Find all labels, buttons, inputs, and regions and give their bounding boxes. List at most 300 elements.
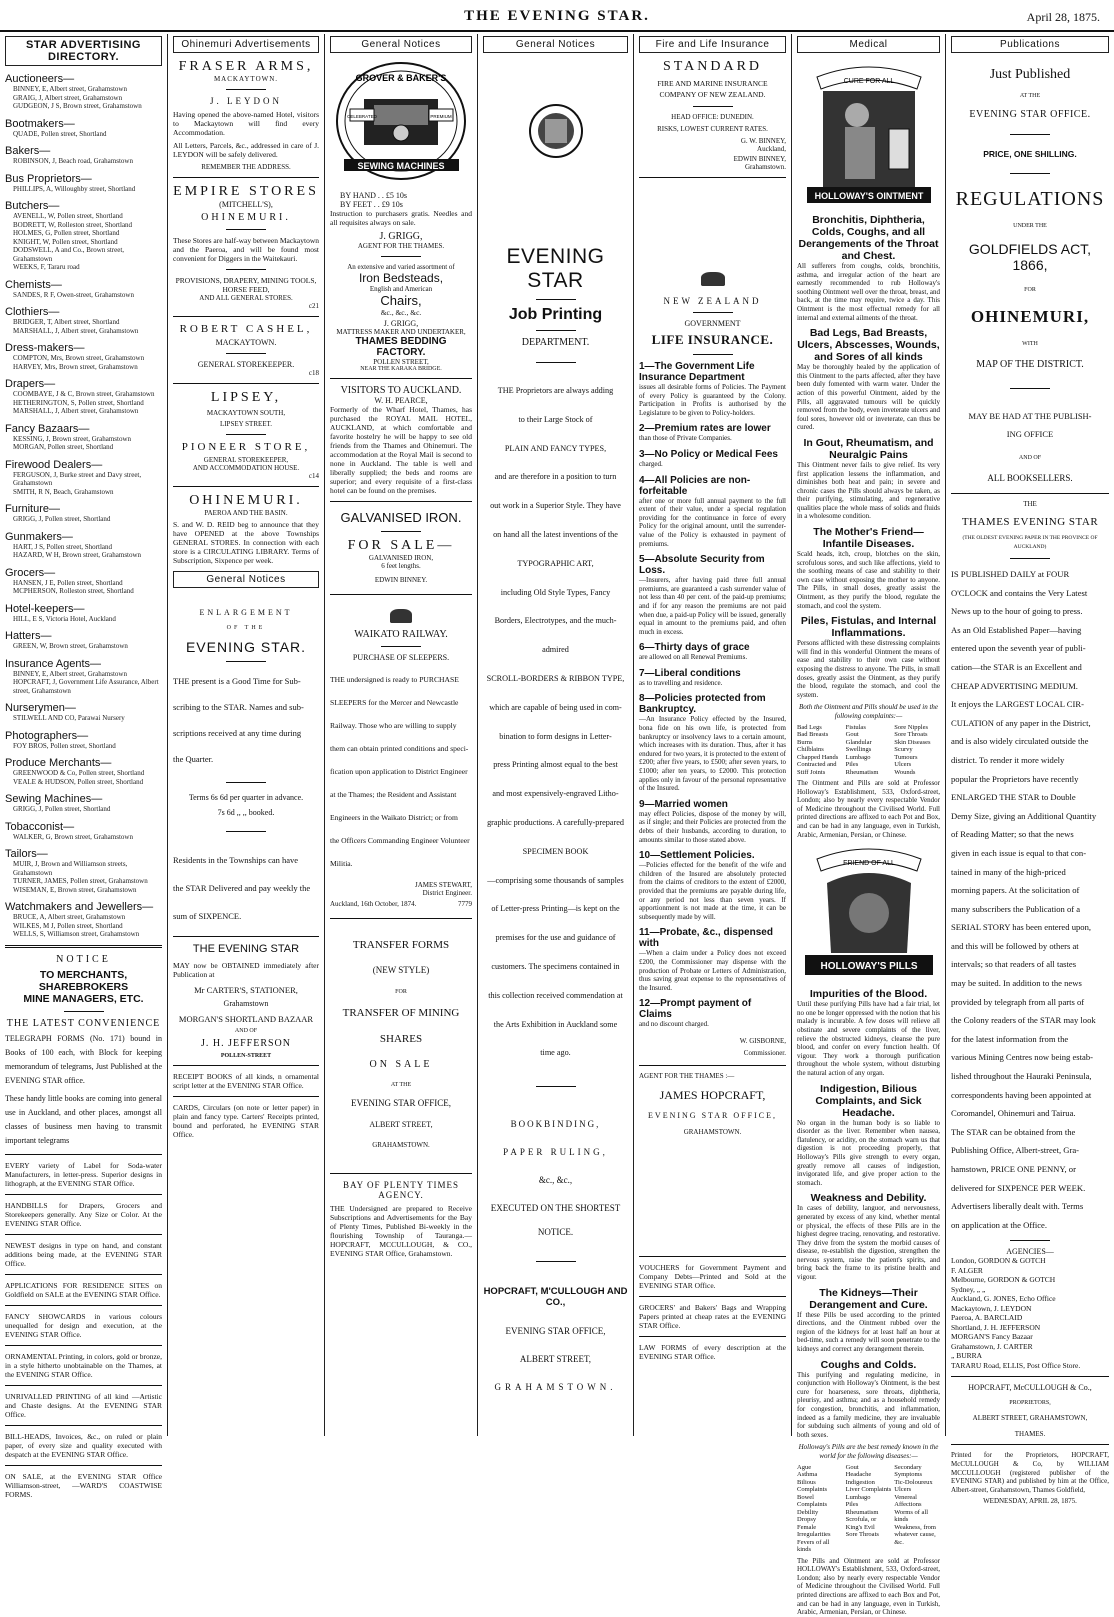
table-cell: Bad Legs [797, 723, 822, 731]
table-cell: Scrofula, or King's Evil [845, 1516, 877, 1531]
bay-of-plenty-body: THE Undersigned are prepared to Receive Subscriptions and Advertisements for the Bay of Plenty Times, Published Bi-weekly in the flourishing Township of Tauranga.— HOPCRAFT, MCCULLOUGH, & CO., EVENING STAR Office, Grahamstown. [330, 1204, 472, 1258]
directory-category: Bakers— [5, 145, 51, 157]
clause-body: charged. [639, 459, 663, 468]
directory-category: Sewing Machines— [5, 793, 103, 805]
carter: Mr CARTER'S, STATIONER, [194, 985, 298, 995]
price-by-feet: BY FEET . . £9 10s [340, 200, 403, 209]
for: FOR [1024, 287, 1036, 293]
text-line: morning papers. At the solicitation of [951, 885, 1080, 896]
sold-note-2: The Pills and Ointment are sold at Professor HOLLOWAY's Establishment, 533, Oxford-street, London; also by nearly every respectable Vendor of Medicine throughout the Civilised World. Full printed directions are affixed to each Box and Pot, and can be had in any language, even in Turkish, Arabic, Armenian, Persian, or Chinese. [797, 1556, 940, 1617]
best-note: Holloway's Pills are the best remedy known in the world for the following diseases:— [798, 1443, 939, 1460]
head-office: HEAD OFFICE: DUNEDIN. [671, 113, 754, 121]
text-line: IS PUBLISHED DAILY at FOUR [951, 569, 1070, 579]
clause-body: as to travelling and residence. [639, 678, 723, 687]
may-lines [951, 407, 1109, 443]
hopcraft: HOPCRAFT, McCULLOUGH & Co., [968, 1383, 1092, 1393]
medical-sections-2 [797, 988, 940, 1439]
directory-category: Gunmakers— [5, 530, 73, 543]
residents-lines [173, 846, 319, 930]
goldfields-act: GOLDFIELDS ACT, 1866, [968, 241, 1092, 273]
table-cell: Wounds [894, 768, 916, 776]
text-line: Demy Size, giving an Additional Quantity [951, 810, 1097, 821]
clause-heading: 10—Settlement Policies. [639, 850, 755, 862]
table-cell: Headache [845, 1471, 872, 1479]
divider [5, 1194, 162, 1195]
medical-body: Persons afflicted with these distressing complaints will find in this wonderful Ointment the means of ease and stability to their own case without exposing the distress to anyone. The Pills, in small doses, greatly assist the Ointment, as they purify the blood, regulate the stomach, and cool the system. [797, 639, 940, 699]
directory-entry: WELLS, S, Williamson street, Grahamstown [13, 930, 140, 938]
directory-entry: BODRETT, W, Rolleston street, Shortland [13, 220, 133, 229]
directory-entry: HOPCRAFT, J, Government Life Assurance, Albert street, Grahamstown [13, 678, 159, 695]
directory-entry: WALKER, G, Brown street, Grahamstown [13, 832, 133, 841]
text-line: the Colony readers of the STAR may look [951, 1015, 1096, 1026]
insurance-clause [639, 642, 786, 662]
albert-street: ALBERT STREET, [369, 1120, 433, 1129]
divider [5, 1345, 162, 1346]
table-cell: Secondary Symptoms [894, 1463, 923, 1479]
thames: THAMES. [1014, 1430, 1046, 1439]
medical-body: This Ointment never fails to give relief. Its very first application lessens the inflammation, and diminishes both heat and pain; in severe and chronic cases the Pills should always be taken, as their purifying, stimulating, and regenerative qualities place the whole mass of solids and fluids in a wholesome condition. [797, 460, 940, 521]
directory-entry: TURNER, JAMES, Pollen street, Grahamstown [13, 877, 148, 885]
for-sale: FOR SALE— [347, 538, 455, 553]
text-line: PLAIN AND FANCY TYPES, [504, 443, 607, 453]
holloway-ointment-illustration [797, 59, 940, 209]
albert-street: ALBERT STREET, [519, 1354, 592, 1365]
text-line: MAY BE HAD AT THE PUBLISH- [968, 411, 1092, 421]
text-line: Paeroa, A. BARCLAID [951, 1313, 1023, 1323]
text-line: may be suited. In addition to the news [951, 978, 1082, 989]
text-line: press Printing almost equal to the best [493, 760, 618, 770]
complaints-table-2 [797, 1464, 940, 1554]
lipsey-street: LIPSEY STREET. [219, 420, 273, 428]
table-cell: Bowel Complaints [797, 1493, 827, 1509]
text-line: bination to form designs in Letter- [499, 731, 612, 741]
medical-body: In cases of debility, languor, and nervousness, generated by excess of any kind, whether mental or physical, the effects of these Pills are in the highest degree tracing, renovating, and restorative. They drive from the system the morbid causes of disease, re-establish the digestion, strengthen the nervous system, raise the patient's spirits, and bring back the frame to its pristine health and vigour. [797, 1204, 940, 1282]
empire-stores-title: EMPIRE STORES [173, 184, 319, 199]
insurance-clause [639, 423, 786, 443]
terms-1: Terms 6s 6d per quarter in advance. [188, 793, 304, 802]
ohinemuri: OHINEMURI, [970, 307, 1090, 326]
general-notices-header: General Notices [173, 571, 319, 588]
medical-body: This purifying and regulating medicine, in conjunction with Holloway's Ointment, is the best cure for hoarseness, sore throats, diphtheria, pleurisy, and asthma; and as a household remedy for congestion, bronchitis, and inflammation, indeed as a family medicine, they are invaluable for subduing such ailments of young and old of both sexes. [797, 1370, 940, 1439]
grigg-2: J. GRIGG, [383, 319, 419, 328]
medical-heading: Piles, Fistulas, and Internal Inflammations. [800, 615, 937, 640]
medical-body: May be thoroughly healed by the application of this Ointment to the parts affected, after they have been duly fomented with warm water. Under the action of this powerful Ointment, aided by the Pills, all aggravated tumours will be quickly removed from the body, even inveterate ulcers and foul sores, however old or inveterate, can thus be cured. [797, 363, 940, 432]
printed-for: Printed for the Proprietors, HOPCRAFT, McCULLOUGH & Co, by WILLIAM MCCULLOUGH (registered publisher of the EVENING STAR) and published by him at the Office, Albert-street, Grahamstown, Thames Goldfield, [951, 1451, 1109, 1494]
table-cell: Contracted and Stiff Joints [797, 761, 837, 776]
directory-entry: ROBINSON, J, Beach road, Grahamstown [13, 157, 133, 165]
table-cell: Sore Throats [894, 731, 928, 739]
directory-entry: HOLMES, G, Pollen street, Shortland [13, 229, 120, 237]
text-line: Mackaytown, J. LEYDON [951, 1303, 1032, 1313]
clause-body: and no discount charged. [639, 1020, 709, 1029]
directory-category: Watchmakers and Jewellers— [5, 901, 154, 913]
logo-right: PREMIUM [430, 114, 452, 119]
insurance-clause [639, 475, 786, 549]
directory-category: Bootmakers— [5, 117, 75, 130]
medical-heading: Impurities of the Blood. [809, 988, 928, 1001]
table-cell: Rheumatism [845, 1508, 879, 1516]
text-line: graphic productions. A carefully-prepared [487, 817, 624, 827]
etc: &c., &c., [538, 1175, 573, 1186]
column-header: Fire and Life Insurance [639, 36, 786, 53]
pollen-street: POLLEN-STREET [220, 1053, 272, 1059]
small-ad: FANCY SHOWCARDS in various colours unequalled for design and execution, at the EVENING STAR Office. [5, 1311, 162, 1339]
directory-entry: GREENWOOD & Co, Pollen street, Shortland [13, 769, 145, 777]
text-line: F. ALGER [951, 1265, 983, 1275]
cards-ad: CARDS, Circulars (on note or letter paper) in plain and fancy type. Carters' Receipts printed, bound and perforated, he EVENING STAR Office. [173, 1103, 319, 1139]
text-line: and are therefore in a position to turn [494, 472, 617, 482]
text-line: admired [542, 645, 569, 655]
empire-body: These Stores are half-way between Mackaytown and the Paeroa, and will be found most convenient for Diggers in the Waitekauri. [173, 236, 319, 263]
gw-binney: G. W. BINNEY, [740, 137, 786, 145]
directory-entry: HETHERINGTON, S, Pollen street, Shortland [13, 398, 144, 407]
directory-entry: BRUCE, A, Albert street, Grahamstown [13, 913, 126, 921]
text-line: The STAR can be obtained from the [951, 1126, 1076, 1137]
directory-category: Firewood Dealers— [5, 458, 103, 471]
divider [5, 1465, 162, 1466]
empire-goods-2: AND ALL GENERAL STORES. [199, 294, 293, 302]
directory-category: Drapers— [5, 378, 56, 390]
fraser-place: MACKAYTOWN. [213, 75, 279, 83]
insurance-clause [639, 361, 786, 417]
proprietors: PROPRIETORS, [1009, 1400, 1051, 1407]
just-published: Just Published [989, 67, 1071, 82]
directory-category: Tailors— [5, 848, 48, 860]
text-line: THE undersigned is ready to PURCHASE [330, 675, 459, 684]
logo-sub: SEWING MACHINES [357, 161, 445, 171]
present-lines [173, 668, 319, 772]
directory-entry: BINNEY, E, Albert street, Grahamstown [13, 669, 127, 678]
insurance-clause [639, 693, 786, 792]
pills-label: HOLLOWAY'S PILLS [820, 961, 918, 973]
medical-body: Until these purifying Pills have had a fair trial, let no one be longer oppressed with the notion that his malady is incurable. A few doses will relieve all obstinate and severe complaints of the liver, relieve the obstructed kidneys, cleanse the pure blood, and confer on every function health. Of vigour. They work a thorough purification throughout the whole system, without disturbing the natural action of any organ. [797, 1000, 940, 1077]
text-line: Shortland, J. H. JEFFERSON [951, 1322, 1041, 1332]
telegraph-forms: TELEGRAPH FORMS (No. 171) bound in Books of 100 each, with Block for keeping memorandum of telegrams, Just Published at the EVENING STAR office. [5, 1033, 162, 1085]
column-header: Publications [951, 36, 1109, 53]
text-line: of Reading Matter; so that the news [951, 829, 1074, 840]
table-cell: Sore Nipples [894, 723, 929, 731]
divider [5, 1274, 162, 1275]
table-column [797, 1464, 843, 1554]
government: GOVERNMENT [684, 319, 741, 328]
evening-star-enlarge: EVENING STAR. [185, 639, 307, 655]
text-line: and is also widely circulated outside the [951, 736, 1089, 747]
text-line: and most expensively-engraved Litho- [492, 789, 619, 799]
column-ohinemuri-ads [168, 34, 325, 1436]
enlargement: ENLARGEMENT [199, 608, 293, 617]
directory-category: Insurance Agents— [5, 657, 102, 670]
text-line: scriptions received at any time during [173, 728, 302, 738]
directory-category: Hatters— [5, 630, 52, 642]
ohinemuri-title: OHINEMURI. [189, 493, 303, 508]
table-cell: Weakness, from whatever cause, &c. [894, 1523, 936, 1546]
clause-body: may effect Policies, dispose of the money by will, as if single; and their Policies are protected from the debts of their husbands, according to duration, to amounts similar to those stated above. [639, 809, 786, 844]
table-cell: Liver Complaints [845, 1486, 892, 1494]
text-line: popular the Proprietors have recently [951, 773, 1079, 784]
district-engineer: District Engineer. [422, 889, 472, 897]
text-line: the Quarter. [173, 754, 214, 764]
table-cell: Ulcers [894, 761, 912, 769]
table-cell: Ulcers [894, 1486, 912, 1494]
of-the: OF THE [226, 625, 266, 631]
pills-banner: FRIEND OF ALL [843, 860, 895, 868]
text-line: sum of SIXPENCE. [173, 911, 242, 921]
text-line: this collection received commendation at [488, 990, 623, 1000]
small-ad: UNRIVALLED PRINTING of all kind —Artistic and Chaste designs. At the EVENING STAR Office. [5, 1391, 162, 1419]
text-line: entered upon the seventh year of publi- [951, 643, 1086, 654]
vouchers-ad: VOUCHERS for Government Payment and Company Debts—Printed and Sold at the EVENING STAR Office. [639, 1262, 786, 1290]
divider [5, 1154, 162, 1155]
clause-body: —When a claim under a Policy does not exceed £200, the Commissioner may dispense with the production of Probate or Letters of Administration, thus saving great expense to the representatives of the Insured. [639, 949, 786, 992]
text-line: Borders, Electrotypes, and the much- [494, 616, 617, 626]
column-advertising-directory [0, 34, 168, 1499]
divider [5, 1305, 162, 1306]
directory-entry: HANSEN, J E, Pollen street, Shortland [13, 578, 123, 587]
text-line: TYPOGRAPHIC ART, [517, 558, 594, 568]
clause-heading: 9—Married women [639, 798, 728, 810]
fraser-body: Having opened the above-named Hotel, visitors to Mackaytown will find every Accommodation. [173, 110, 319, 137]
eso: EVENING STAR OFFICE, [505, 1326, 606, 1337]
text-line: Melbourne, GORDON & GOTCH [951, 1275, 1056, 1285]
transfer-forms: TRANSFER FORMS [352, 939, 450, 951]
table-cell: Fevers of all kinds [797, 1538, 830, 1554]
price-by-hand: BY HAND . . £5 10s [340, 191, 408, 200]
bookbinding: BOOKBINDING, [510, 1119, 601, 1130]
purchase-sleepers: PURCHASE OF SLEEPERS. [352, 653, 450, 662]
divider [5, 1425, 162, 1426]
directory-category: Grocers— [5, 566, 56, 579]
near-bridge: NEAR THE KARAKA BRIDGE. [360, 366, 442, 372]
medical-sections-1 [797, 214, 940, 699]
and-of: AND OF [1018, 455, 1042, 461]
table-cell: Chapped Hands [797, 753, 839, 761]
text-line: Grahamstown, J. CARTER [951, 1341, 1033, 1351]
text-line: them can obtain printed conditions and speci- [330, 744, 469, 753]
text-line: „ BURRA [951, 1351, 983, 1361]
regulations: REGULATIONS [955, 188, 1105, 210]
column-header: General Notices [330, 36, 472, 53]
directory-entry: HART, J S, Pollen street, Shortland [13, 542, 113, 551]
and-of: AND OF [234, 1028, 258, 1034]
ohinemuri-sub: PAEROA AND THE BASIN. [204, 509, 288, 517]
the: THE [1023, 500, 1037, 508]
life-insurance: LIFE INSURANCE. [651, 332, 774, 347]
map: MAP OF THE DISTRICT. [976, 359, 1084, 370]
bedding-factory: THAMES BEDDING FACTORY. [355, 336, 447, 358]
directory-entry: MARSHALL, J, Albert street, Grahamstown [13, 326, 139, 335]
directory-entry: MARSHALL, J, Albert street, Grahamstown [13, 407, 139, 415]
notice-label: NOTICE [56, 953, 111, 965]
column-header: General Notices [483, 36, 628, 53]
text-line: lished throughout the Hauraki Peninsula, [951, 1071, 1092, 1082]
insurance-clauses [639, 361, 786, 1029]
clause-heading: 2—Premium rates are lower [639, 423, 771, 435]
under-the: UNDER THE [1013, 223, 1047, 229]
text-line: SPECIMEN BOOK [522, 846, 589, 856]
directory-entry: GUDGEON, J S, Brown street, Grahamstown [13, 102, 142, 110]
edwin-binney: EDWIN BINNEY. [374, 576, 428, 584]
text-line: the Officers Commanding Engineer Volunteer [330, 836, 470, 845]
medical-body: If these Pills be used according to the printed directions, and the Ointment rubbed over the region of the kidneys for at least half an hour at bed-time, such a remedy will soon penetrate to the kidneys and correct any derangement therein. [797, 1310, 940, 1354]
law-forms-ad: LAW FORMS of every description at the EVENING STAR Office. [639, 1342, 786, 1361]
iron-bedsteads: Iron Bedsteads, [358, 271, 444, 285]
fraser-arms-title: FRASER ARMS, [178, 59, 314, 74]
agent-thames: AGENT FOR THE THAMES. [357, 242, 445, 250]
etc: &c., &c., &c. [380, 308, 422, 317]
terms-2: 7s 6d ,, ,, booked. [217, 808, 275, 817]
table-cell: Worms of all kinds [894, 1508, 929, 1524]
cashel-title: ROBERT CASHEL, [179, 323, 313, 335]
lipsey-title: LIPSEY, [210, 390, 282, 405]
table-cell: Venereal Affections [894, 1493, 922, 1509]
table-cell: Female Irregularities [797, 1523, 831, 1539]
new-style: (NEW STYLE) [372, 965, 430, 975]
directory-entry: QUADE, Pollen street, Shortland [13, 129, 107, 138]
column-header: Medical [797, 36, 940, 53]
text-line: Sydney, „ „ [951, 1284, 986, 1294]
text-line: of Letter-press Printing—is kept on the [491, 904, 620, 914]
clause-heading: 7—Liberal conditions [639, 667, 741, 679]
agent-thames: AGENT FOR THE THAMES :— [639, 1071, 735, 1080]
printing-press-icon [483, 73, 628, 223]
star-title: THE EVENING STAR [192, 943, 300, 955]
fraser-body-2: All Letters, Parcels, &c., addressed in care of J. LEYDON will be safely delivered. [173, 141, 319, 159]
text-line: the STAR Delivered and pay weekly the [173, 883, 311, 893]
text-line: Publishing Office, Albert-street, Gra- [951, 1145, 1079, 1156]
divider [5, 1234, 162, 1235]
clause-heading: 5—Absolute Security from Loss. [639, 554, 765, 577]
text-line: Coromandel, Ohinemuri and Tairua. [951, 1108, 1076, 1119]
text-line: district. To render it more widely [951, 754, 1065, 765]
text-line: London, GORDON & GOTCH [951, 1256, 1046, 1266]
notice-to-heading-2: MINE MANAGERS, ETC. [23, 992, 144, 1005]
clause-heading: 12—Prompt payment of Claims [639, 998, 752, 1021]
text-line: premises for the use and guidance of [495, 933, 616, 943]
text-line: various Mining Centres now being estab- [951, 1052, 1094, 1063]
department: DEPARTMENT. [521, 337, 590, 348]
at-the: AT THE [1019, 93, 1041, 99]
directory-entry: MORGAN, Pollen street, Shortland [13, 443, 114, 451]
all-booksellers: ALL BOOKSELLERS. [987, 473, 1073, 483]
text-line: provided by telegraph from all parts of [951, 996, 1085, 1007]
text-line: THE Proprietors are always adding [497, 386, 614, 395]
table-cell: Scurvy [894, 746, 913, 754]
medical-heading: Coughs and Colds. [820, 1358, 917, 1371]
table-cell: Bad Breasts [797, 731, 829, 739]
lengths: 6 feet lengths. [381, 562, 421, 570]
insurance-clause [639, 554, 786, 636]
instruction: Instruction to purchasers gratis. Needles and all requisites always on sale. [330, 209, 472, 227]
handy-books: These handy little books are coming into general use in Auckland, and other places, amongst all classes of business men having to transmit important telegrams [5, 1093, 162, 1145]
pollen-street: POLLEN STREET, [373, 358, 429, 366]
table-cell: Glandular Swellings [845, 738, 872, 754]
column-general-notices-1 [325, 34, 478, 1436]
small-ad: HANDBILLS for Drapers, Grocers and Storekeepers generally. Any Size or Color. At the EVENING STAR Office. [5, 1200, 162, 1228]
text-line: It enjoys the LARGEST LOCAL CIR- [951, 699, 1084, 710]
directory-category: Clothiers— [5, 306, 60, 318]
galvanised-2: GALVANISED IRON, [368, 554, 434, 562]
table-cell: Fistulas [845, 723, 866, 731]
text-line: including Old Style Types, Fancy [500, 587, 611, 597]
standard-title: STANDARD [662, 59, 763, 74]
clause-body: —Policies effected for the benefit of the wife and children of the Insured are absolutely protected from the claims of creditors to the extent of £2000, provided that the premiums are payable during life, or any period not less than seven years. If apportionment is not made at the time, it can be subsequently made by will. [639, 861, 786, 921]
commissioner: Commissioner. [743, 1048, 786, 1057]
text-line: and this will be followed by others at [951, 940, 1079, 951]
ointment-label: HOLLOWAY'S OINTMENT [814, 191, 924, 201]
executed: EXECUTED ON THE SHORTEST [490, 1203, 621, 1214]
small-ad: ORNAMENTAL Printing, in colors, gold or bronze, in a style hitherto unobtainable on the Thames, at the EVENING STAR Office. [5, 1351, 162, 1379]
table-cell: Lumbago [845, 1493, 871, 1501]
clause-heading: 3—No Policy or Medical Fees [639, 448, 778, 460]
pearce: W. H. PEARCE, [374, 396, 428, 405]
directory-category: Auctioneers— [5, 73, 75, 85]
column-publications [946, 34, 1114, 1506]
medical-heading: The Kidneys—Their Derangement and Cure. [809, 1286, 928, 1311]
text-line: SLEEPERS for the Mercer and Newcastle [330, 698, 459, 707]
directory-category: Tobacconist— [5, 820, 75, 833]
directory-entry: WILKES, M J, Pollen street, Shortland [13, 921, 123, 930]
clause-heading: 1—The Government Life Insurance Department [639, 361, 755, 383]
morgan: MORGAN'S SHORTLAND BAZAAR [178, 1014, 314, 1024]
insurance-clause [639, 998, 786, 1029]
table-cell: Piles [845, 761, 859, 769]
table-cell: Piles [845, 1501, 859, 1509]
medical-heading: Bronchitis, Diphtheria, Colds, Coughs, and all Derangements of the Throat and Chest. [798, 214, 939, 262]
table-column [846, 1464, 892, 1554]
receipt-books: RECEIPT BOOKS of all kinds, n ornamental script letter at the EVENING STAR Office. [173, 1072, 319, 1090]
wednesday-date: WEDNESDAY, APRIL 28, 1875. [983, 1497, 1077, 1506]
text-line: intervals; so that readers of all tastes [951, 959, 1077, 970]
directory-category: Fancy Bazaars— [5, 422, 90, 435]
agencies: AGENCIES— [1006, 1247, 1054, 1257]
clause-heading: 6—Thirty days of grace [639, 642, 750, 654]
cashel-place: MACKAYTOWN. [215, 338, 277, 347]
small-ad: EVERY variety of Label for Soda-water Manufacturers, in letter-press. Superior designs in lithograph, at the EVENING STAR Office. [5, 1160, 162, 1188]
small-ads [5, 1154, 162, 1499]
directory-entry: WISEMAN, E, Brown street, Grahamstown [13, 885, 137, 894]
medical-heading: Weakness and Debility. [810, 1192, 927, 1205]
directory-entry: FOY BROS, Pollen street, Shortland [13, 741, 116, 750]
clause-body: than those of Private Companies. [639, 434, 732, 443]
bay-of-plenty-title: BAY OF PLENTY TIMES AGENCY. [342, 1180, 460, 1200]
medical-body: All sufferers from coughs, colds, bronchitis, asthma, and irregular action of the heart are earnestly recommended to rub Holloway's soothing Ointment well over the throat, breast, and back, at the time may require, twice a day. This Ointment is the most effectual remedy for all internal and external ailments of the throat. [797, 262, 940, 322]
logo-left: CELEBRATED [347, 114, 377, 119]
text-line: at the Thames; the Resident and Assistant [330, 790, 457, 799]
directory-entry: HAZARD, W H, Brown street, Grahamstown [13, 551, 142, 559]
directory-entry: GREEN, W, Brown street, Grahamstown [13, 642, 128, 650]
fraser-owner: J. LEYDON [210, 96, 282, 106]
english-american: English and American [369, 285, 433, 293]
insurance-clause [639, 927, 786, 992]
cashel-trade: GENERAL STOREKEEPER. [197, 360, 295, 369]
text-line: which are capable of being used in com- [489, 702, 622, 712]
both-note: Both the Ointment and Pills should be used in the following complaints:— [798, 703, 938, 720]
table-cell: Bilious Complaints [797, 1478, 827, 1494]
clause-body: after one or more full annual payment to the full extent of their value, under a special regulation providing for the continuance in force of every Policy for the original amount, until the surrender-value of the Policy is exhausted in payment of premiums. [639, 496, 786, 548]
text-line: ENLARGED THE STAR to Double [951, 792, 1076, 803]
undersigned-lines [330, 668, 472, 875]
table-column [894, 724, 940, 777]
notice: NOTICE. [537, 1227, 574, 1238]
text-line: hamstown, PRICE ONE PENNY, or [951, 1164, 1076, 1174]
table-cell: Asthma [797, 1471, 818, 1479]
directory-category: Hotel-keepers— [5, 602, 85, 615]
empire-sub: (MITCHELL'S), [219, 200, 273, 209]
fraser-remember: REMEMBER THE ADDRESS. [201, 163, 291, 171]
agency-list [951, 1256, 1109, 1370]
office: EVENING STAR OFFICE. [969, 109, 1091, 120]
table-column [846, 724, 892, 777]
